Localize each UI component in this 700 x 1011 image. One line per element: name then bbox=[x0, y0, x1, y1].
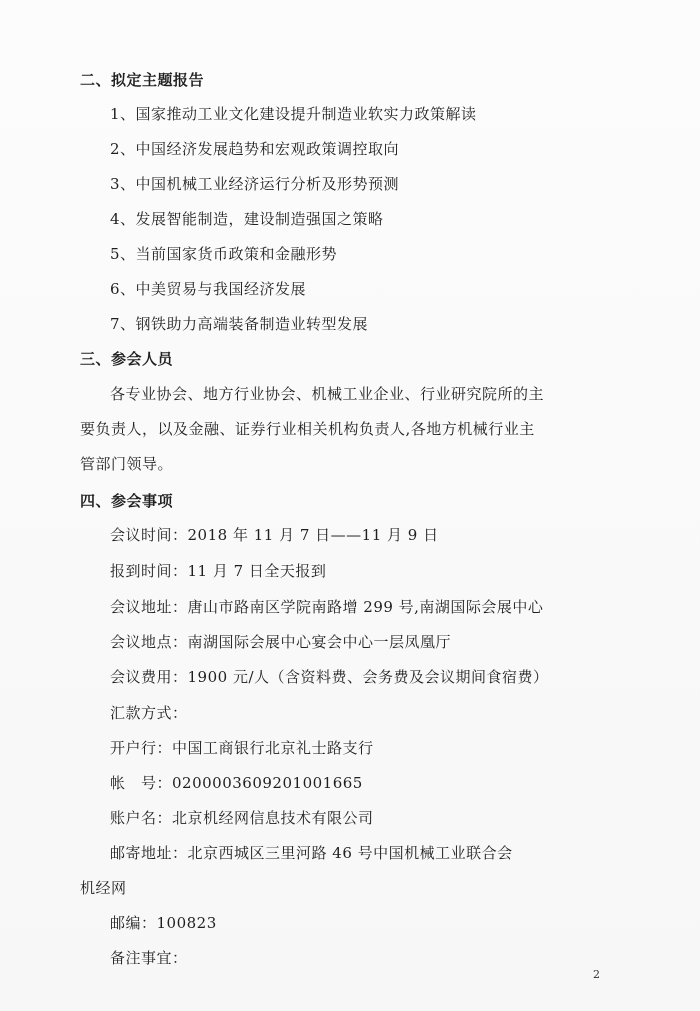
account-number: 帐 号：0200003609201001665 bbox=[110, 774, 363, 792]
meeting-fee: 会议费用：1900 元/人（含资料费、会务费及会议期间食宿费） bbox=[110, 668, 549, 686]
topic-item-4: 4、发展智能制造，建设制造强国之策略 bbox=[110, 210, 384, 228]
topic-item-3: 3、中国机械工业经济运行分析及形势预测 bbox=[110, 175, 400, 193]
topic-item-7: 7、钢铁助力高端装备制造业转型发展 bbox=[110, 315, 369, 333]
topic-item-6: 6、中美贸易与我国经济发展 bbox=[110, 280, 307, 298]
remittance-method: 汇款方式： bbox=[110, 704, 188, 722]
mailing-address: 邮寄地址：北京西城区三里河路 46 号中国机械工业联合会 bbox=[110, 844, 513, 862]
topic-item-1: 1、国家推动工业文化建设提升制造业软实力政策解读 bbox=[110, 105, 477, 123]
section-heading-attendees: 三、参会人员 bbox=[80, 350, 174, 368]
bank-name: 开户行：中国工商银行北京礼士路支行 bbox=[110, 739, 374, 757]
mailing-address-cont: 机经网 bbox=[80, 879, 127, 897]
attendees-line-1: 各专业协会、地方行业协会、机械工业企业、行业研究院所的主 bbox=[110, 385, 545, 403]
topic-item-2: 2、中国经济发展趋势和宏观政策调控取向 bbox=[110, 140, 400, 158]
topic-item-5: 5、当前国家货币政策和金融形势 bbox=[110, 245, 338, 263]
section-heading-topics: 二、拟定主题报告 bbox=[80, 71, 205, 89]
registration-time: 报到时间：11 月 7 日全天报到 bbox=[110, 562, 327, 580]
postal-code: 邮编：100823 bbox=[110, 914, 217, 932]
page-number: 2 bbox=[593, 968, 600, 981]
account-name: 账户名：北京机经网信息技术有限公司 bbox=[110, 809, 374, 827]
remarks: 备注事宜： bbox=[110, 949, 188, 967]
meeting-time: 会议时间：2018 年 11 月 7 日——11 月 9 日 bbox=[110, 526, 439, 544]
meeting-address: 会议地址：唐山市路南区学院南路增 299 号,南湖国际会展中心 bbox=[110, 598, 544, 616]
attendees-line-2: 要负责人，以及金融、证券行业相关机构负责人,各地方机械行业主 bbox=[80, 420, 535, 438]
meeting-venue: 会议地点：南湖国际会展中心宴会中心一层凤凰厅 bbox=[110, 633, 452, 651]
section-heading-matters: 四、参会事项 bbox=[80, 492, 174, 510]
attendees-line-3: 管部门领导。 bbox=[80, 455, 174, 473]
